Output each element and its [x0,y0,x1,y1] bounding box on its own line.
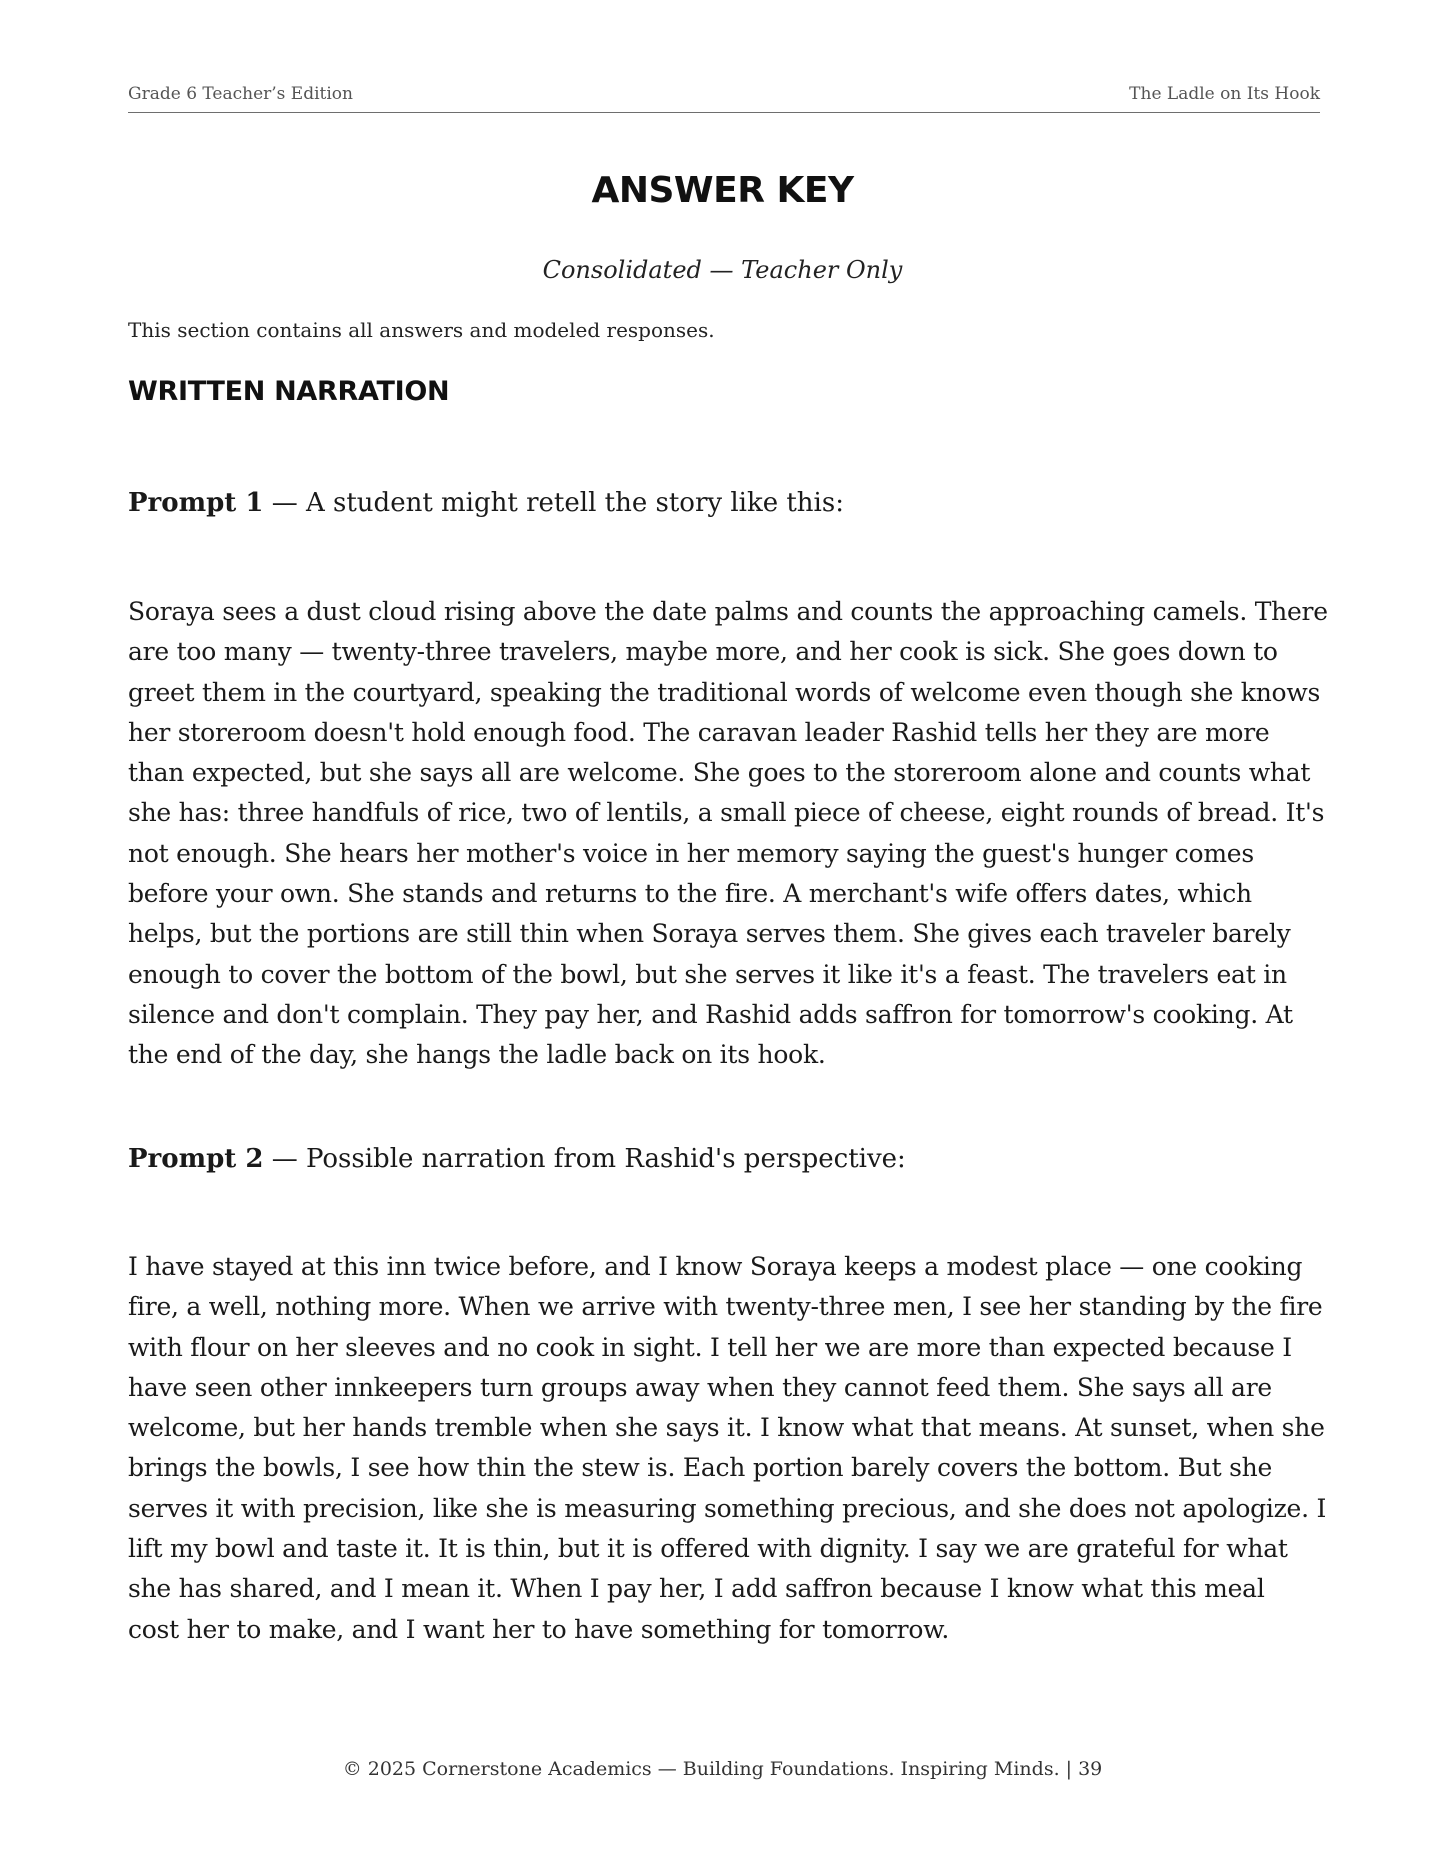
prompt-2-heading [128,1144,906,1174]
response-line: cost her to make, and I want her to have something for tomorrow. [128,1614,950,1644]
response-line: helps, but the portions are still thin when Soraya serves them. She gives each traveler barely [128,919,1291,949]
page-subtitle: Consolidated — Teacher Only [542,256,903,284]
response-line: greet them in the courtyard, speaking the traditional words of welcome even though she knows [128,677,1321,707]
response-line: have seen other innkeepers turn groups away when they cannot feed them. She says all are [128,1372,1272,1402]
response-line: before your own. She stands and returns to the fire. A merchant's wife offers dates, which [128,879,1252,909]
response-line: fire, a well, nothing more. When we arrive with twenty-three men, I see her standing by the fire [128,1292,1323,1322]
response-line: with flour on her sleeves and no cook in sight. I tell her we are more than expected because I [128,1332,1292,1362]
response-line: serves it with precision, like she is measuring something precious, and she does not apologize. I [128,1493,1327,1523]
prompt-1-text: — A student might retell the story like this: [263,488,844,518]
running-header [128,84,1320,113]
response-line: are too many — twenty-three travelers, maybe more, and her cook is sick. She goes down to [128,637,1278,667]
prompt-1-response [128,592,1328,1076]
response-line: brings the bowls, I see how thin the stew is. Each portion barely covers the bottom. But she [128,1453,1273,1483]
prompt-2-text: — Possible narration from Rashid's perspective: [263,1144,906,1174]
response-line: lift my bowl and taste it. It is thin, but it is offered with dignity. I say we are grateful for what [128,1534,1288,1564]
response-line: not enough. She hears her mother's voice in her memory saying the guest's hunger comes [128,838,1254,868]
page-title: ANSWER KEY [591,170,854,211]
response-line: Soraya sees a dust cloud rising above the date palms and counts the approaching camels. There [128,597,1328,626]
response-line: she has: three handfuls of rice, two of lentils, a small piece of cheese, eight rounds of bread. It's [128,798,1325,828]
prompt-2-label: Prompt 2 [128,1144,264,1174]
section-heading: WRITTEN NARRATION [128,376,450,407]
header-grade-label: Grade 6 Teacher’s Edition [128,84,353,104]
response-line: silence and don't complain. They pay her, and Rashid adds saffron for tomorrow's cooking. At [128,999,1293,1029]
prompt-1-label: Prompt 1 [128,488,264,518]
response-line: I have stayed at this inn twice before, and I know Soraya keeps a modest place — one cooking [128,1252,1303,1281]
response-line: welcome, but her hands tremble when she says it. I know what that means. At sunset, when she [128,1413,1325,1443]
page-footer: © 2025 Cornerstone Academics — Building Foundations. Inspiring Minds. | 39 [342,1758,1103,1780]
response-line: the end of the day, she hangs the ladle back on its hook. [128,1040,826,1070]
prompt-2-response [128,1247,1328,1650]
intro-text: This section contains all answers and modeled responses. [128,318,715,342]
response-line: enough to cover the bottom of the bowl, but she serves it like it's a feast. The travelers eat in [128,959,1287,989]
response-line: her storeroom doesn't hold enough food. The caravan leader Rashid tells her they are more [128,717,1270,747]
header-story-title: The Ladle on Its Hook [1129,84,1320,104]
prompt-1-heading [128,488,844,518]
response-line: she has shared, and I mean it. When I pay her, I add saffron because I know what this meal [128,1574,1265,1604]
response-line: than expected, but she says all are welcome. She goes to the storeroom alone and counts what [128,758,1311,788]
